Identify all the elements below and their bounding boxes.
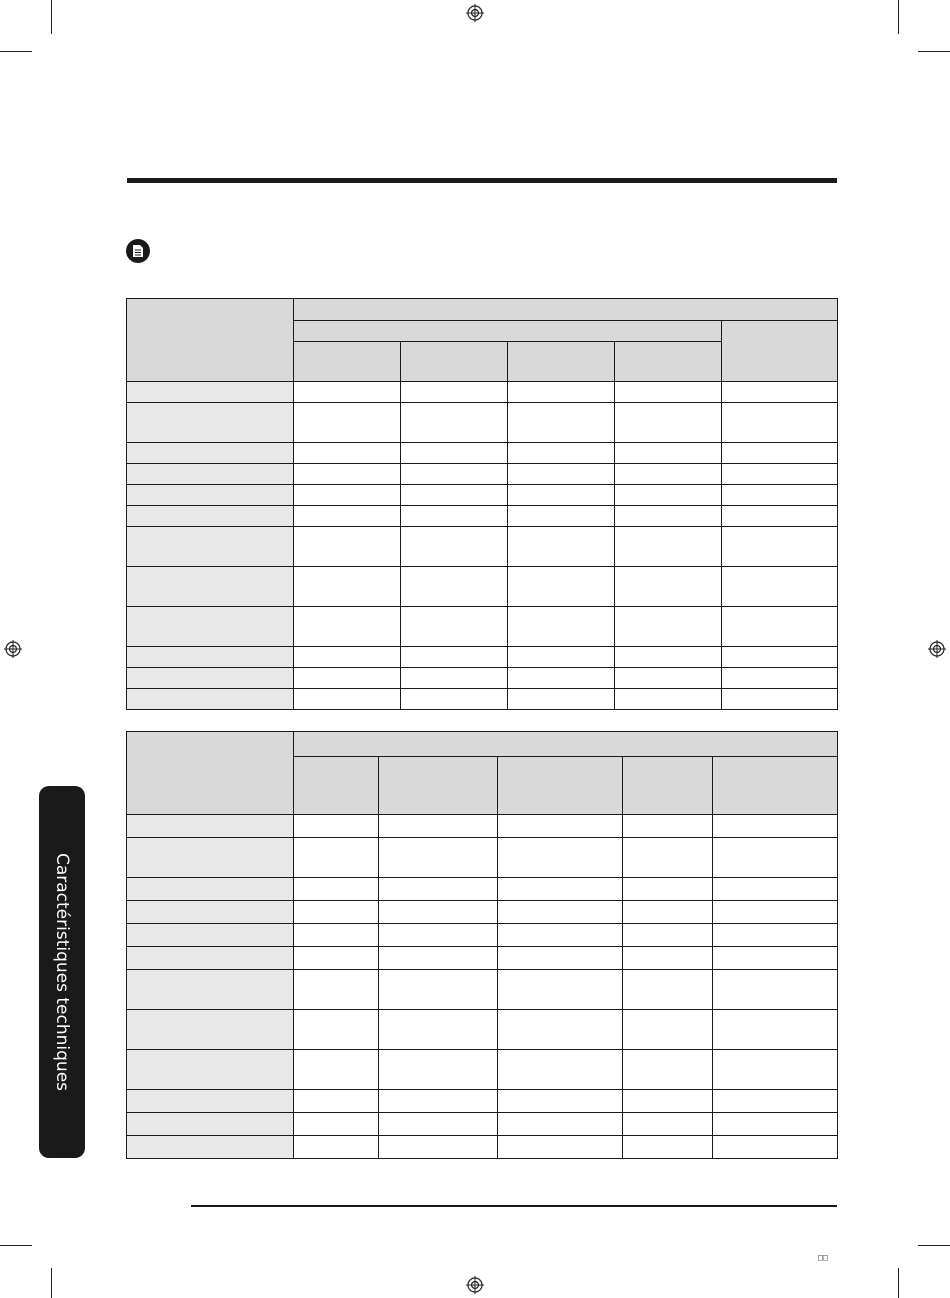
table-cell (713, 970, 838, 1010)
table-cell (623, 838, 713, 878)
registration-mark-icon (466, 4, 484, 22)
table-corner-header (127, 732, 294, 815)
crop-mark (898, 1268, 899, 1298)
table-cell (623, 970, 713, 1010)
table-cell (722, 647, 838, 668)
table-cell (508, 506, 615, 527)
row-label (127, 382, 294, 403)
table-column-header (294, 342, 401, 382)
table-cell (722, 689, 838, 710)
table-row (127, 1010, 838, 1050)
table-group-header (294, 732, 838, 757)
table-column-header (722, 321, 838, 382)
table-cell (615, 506, 722, 527)
table-cell (401, 485, 508, 506)
table-cell (498, 947, 623, 970)
table-row (127, 527, 838, 567)
table-cell (615, 527, 722, 567)
crop-mark (51, 1268, 52, 1298)
table-group-header (294, 299, 838, 321)
table-column-header (623, 757, 713, 815)
row-label (127, 527, 294, 567)
table-cell (615, 689, 722, 710)
table-row (127, 970, 838, 1010)
table-cell (379, 815, 498, 838)
table-cell (294, 1113, 379, 1136)
table-cell (623, 1136, 713, 1159)
table-cell (508, 527, 615, 567)
table-cell (508, 607, 615, 647)
table-cell (713, 878, 838, 901)
table-cell (722, 506, 838, 527)
table-row (127, 668, 838, 689)
table-cell (401, 464, 508, 485)
table-cell (623, 947, 713, 970)
table-cell (508, 689, 615, 710)
table-cell (713, 815, 838, 838)
table-row (127, 1090, 838, 1113)
table-cell (498, 838, 623, 878)
table-cell (379, 970, 498, 1010)
table-cell (623, 1010, 713, 1050)
footer-rule (191, 1205, 837, 1207)
table-cell (294, 382, 401, 403)
table-cell (379, 1050, 498, 1090)
registration-mark-icon (4, 640, 22, 658)
table-cell (401, 607, 508, 647)
table-cell (713, 947, 838, 970)
table-cell (623, 1090, 713, 1113)
row-label (127, 443, 294, 464)
table-row (127, 1113, 838, 1136)
table-cell (379, 878, 498, 901)
table-cell (722, 607, 838, 647)
table-cell (722, 567, 838, 607)
table-cell (615, 567, 722, 607)
table-cell (508, 403, 615, 443)
table-cell (623, 1113, 713, 1136)
row-label (127, 878, 294, 901)
table-cell (722, 527, 838, 567)
row-label (127, 464, 294, 485)
table-cell (294, 924, 379, 947)
table-cell (508, 647, 615, 668)
table-row (127, 647, 838, 668)
page-number: □□ (818, 1253, 828, 1262)
crop-mark (898, 0, 899, 34)
crop-mark (918, 1245, 950, 1246)
table-row (127, 1136, 838, 1159)
row-label (127, 485, 294, 506)
table-cell (722, 668, 838, 689)
table-cell (722, 464, 838, 485)
table-cell (294, 689, 401, 710)
spec-table-1 (126, 298, 838, 710)
table-row (127, 567, 838, 607)
table-cell (498, 1090, 623, 1113)
table-cell (713, 1136, 838, 1159)
side-tab-label: Caractéristiques techniques (52, 852, 72, 1092)
row-label (127, 924, 294, 947)
table-cell (498, 878, 623, 901)
table-cell (498, 1050, 623, 1090)
table-cell (713, 838, 838, 878)
table-cell (615, 382, 722, 403)
table-cell (294, 1050, 379, 1090)
row-label (127, 647, 294, 668)
table-row (127, 464, 838, 485)
table-cell (294, 403, 401, 443)
table-cell (379, 901, 498, 924)
table-cell (379, 1090, 498, 1113)
row-label (127, 668, 294, 689)
table-row (127, 815, 838, 838)
table-cell (623, 901, 713, 924)
table-cell (401, 443, 508, 464)
table-cell (498, 924, 623, 947)
table-cell (401, 506, 508, 527)
spec-table-2 (126, 731, 838, 1159)
row-label (127, 838, 294, 878)
crop-mark (51, 0, 52, 34)
crop-mark (0, 1245, 32, 1246)
title-rule (127, 178, 837, 183)
table-row (127, 382, 838, 403)
table-row (127, 506, 838, 527)
row-label (127, 1050, 294, 1090)
table-cell (294, 838, 379, 878)
table-cell (508, 382, 615, 403)
table-cell (294, 527, 401, 567)
row-label (127, 1113, 294, 1136)
table-cell (615, 403, 722, 443)
table-cell (722, 443, 838, 464)
table-cell (294, 970, 379, 1010)
table-cell (379, 924, 498, 947)
table-cell (498, 1113, 623, 1136)
table-row (127, 403, 838, 443)
table-cell (401, 527, 508, 567)
table-cell (498, 970, 623, 1010)
table-cell (498, 1136, 623, 1159)
table-cell (713, 1010, 838, 1050)
row-label (127, 403, 294, 443)
table-cell (615, 464, 722, 485)
table-cell (294, 901, 379, 924)
table-cell (379, 1010, 498, 1050)
table-cell (615, 607, 722, 647)
table-cell (401, 668, 508, 689)
table-cell (294, 878, 379, 901)
table-column-header (508, 342, 615, 382)
table-column-header (294, 757, 379, 815)
registration-mark-icon (466, 1276, 484, 1294)
table-cell (379, 838, 498, 878)
row-label (127, 815, 294, 838)
table-cell (498, 901, 623, 924)
table-row (127, 838, 838, 878)
crop-mark (918, 51, 950, 52)
table-row (127, 607, 838, 647)
row-label (127, 1010, 294, 1050)
table-row (127, 924, 838, 947)
table-cell (379, 947, 498, 970)
table-cell (623, 878, 713, 901)
table-cell (294, 443, 401, 464)
table-cell (508, 668, 615, 689)
row-label (127, 506, 294, 527)
table-cell (401, 567, 508, 607)
table-cell (508, 567, 615, 607)
note-icon (126, 239, 150, 263)
table-cell (379, 1136, 498, 1159)
table-cell (498, 1010, 623, 1050)
table-cell (713, 1050, 838, 1090)
table-cell (722, 403, 838, 443)
table-cell (508, 485, 615, 506)
table-cell (294, 464, 401, 485)
table-cell (294, 1136, 379, 1159)
table-cell (294, 815, 379, 838)
table-cell (294, 1090, 379, 1113)
table-column-header (401, 342, 508, 382)
table-cell (401, 382, 508, 403)
table-cell (294, 1010, 379, 1050)
section-side-tab (39, 786, 85, 1158)
table-cell (294, 668, 401, 689)
table-cell (294, 506, 401, 527)
registration-mark-icon (928, 640, 946, 658)
row-label (127, 970, 294, 1010)
row-label (127, 689, 294, 710)
table-column-header (498, 757, 623, 815)
table-cell (615, 647, 722, 668)
table-cell (401, 403, 508, 443)
table-cell (623, 924, 713, 947)
table-cell (294, 485, 401, 506)
crop-mark (0, 51, 32, 52)
table-cell (615, 485, 722, 506)
table-cell (508, 464, 615, 485)
table-cell (294, 647, 401, 668)
table-row (127, 689, 838, 710)
table-row (127, 485, 838, 506)
table-cell (722, 485, 838, 506)
table-cell (623, 815, 713, 838)
table-row (127, 901, 838, 924)
table-cell (294, 607, 401, 647)
table-cell (508, 443, 615, 464)
table-cell (401, 689, 508, 710)
table-cell (713, 1113, 838, 1136)
table-cell (498, 815, 623, 838)
row-label (127, 607, 294, 647)
table-cell (379, 1113, 498, 1136)
table-row (127, 1050, 838, 1090)
table-cell (294, 567, 401, 607)
table-cell (713, 1090, 838, 1113)
table-row (127, 443, 838, 464)
table-cell (623, 1050, 713, 1090)
row-label (127, 901, 294, 924)
table-cell (713, 901, 838, 924)
table-column-header (615, 342, 722, 382)
table-row (127, 947, 838, 970)
row-label (127, 1090, 294, 1113)
table-corner-header (127, 299, 294, 382)
table-subgroup-header (294, 321, 722, 342)
table-cell (713, 924, 838, 947)
table-row (127, 878, 838, 901)
row-label (127, 947, 294, 970)
table-cell (615, 668, 722, 689)
table-cell (401, 647, 508, 668)
table-cell (722, 382, 838, 403)
table-column-header (379, 757, 498, 815)
table-cell (615, 443, 722, 464)
table-cell (294, 947, 379, 970)
row-label (127, 1136, 294, 1159)
table-column-header (713, 757, 838, 815)
row-label (127, 567, 294, 607)
